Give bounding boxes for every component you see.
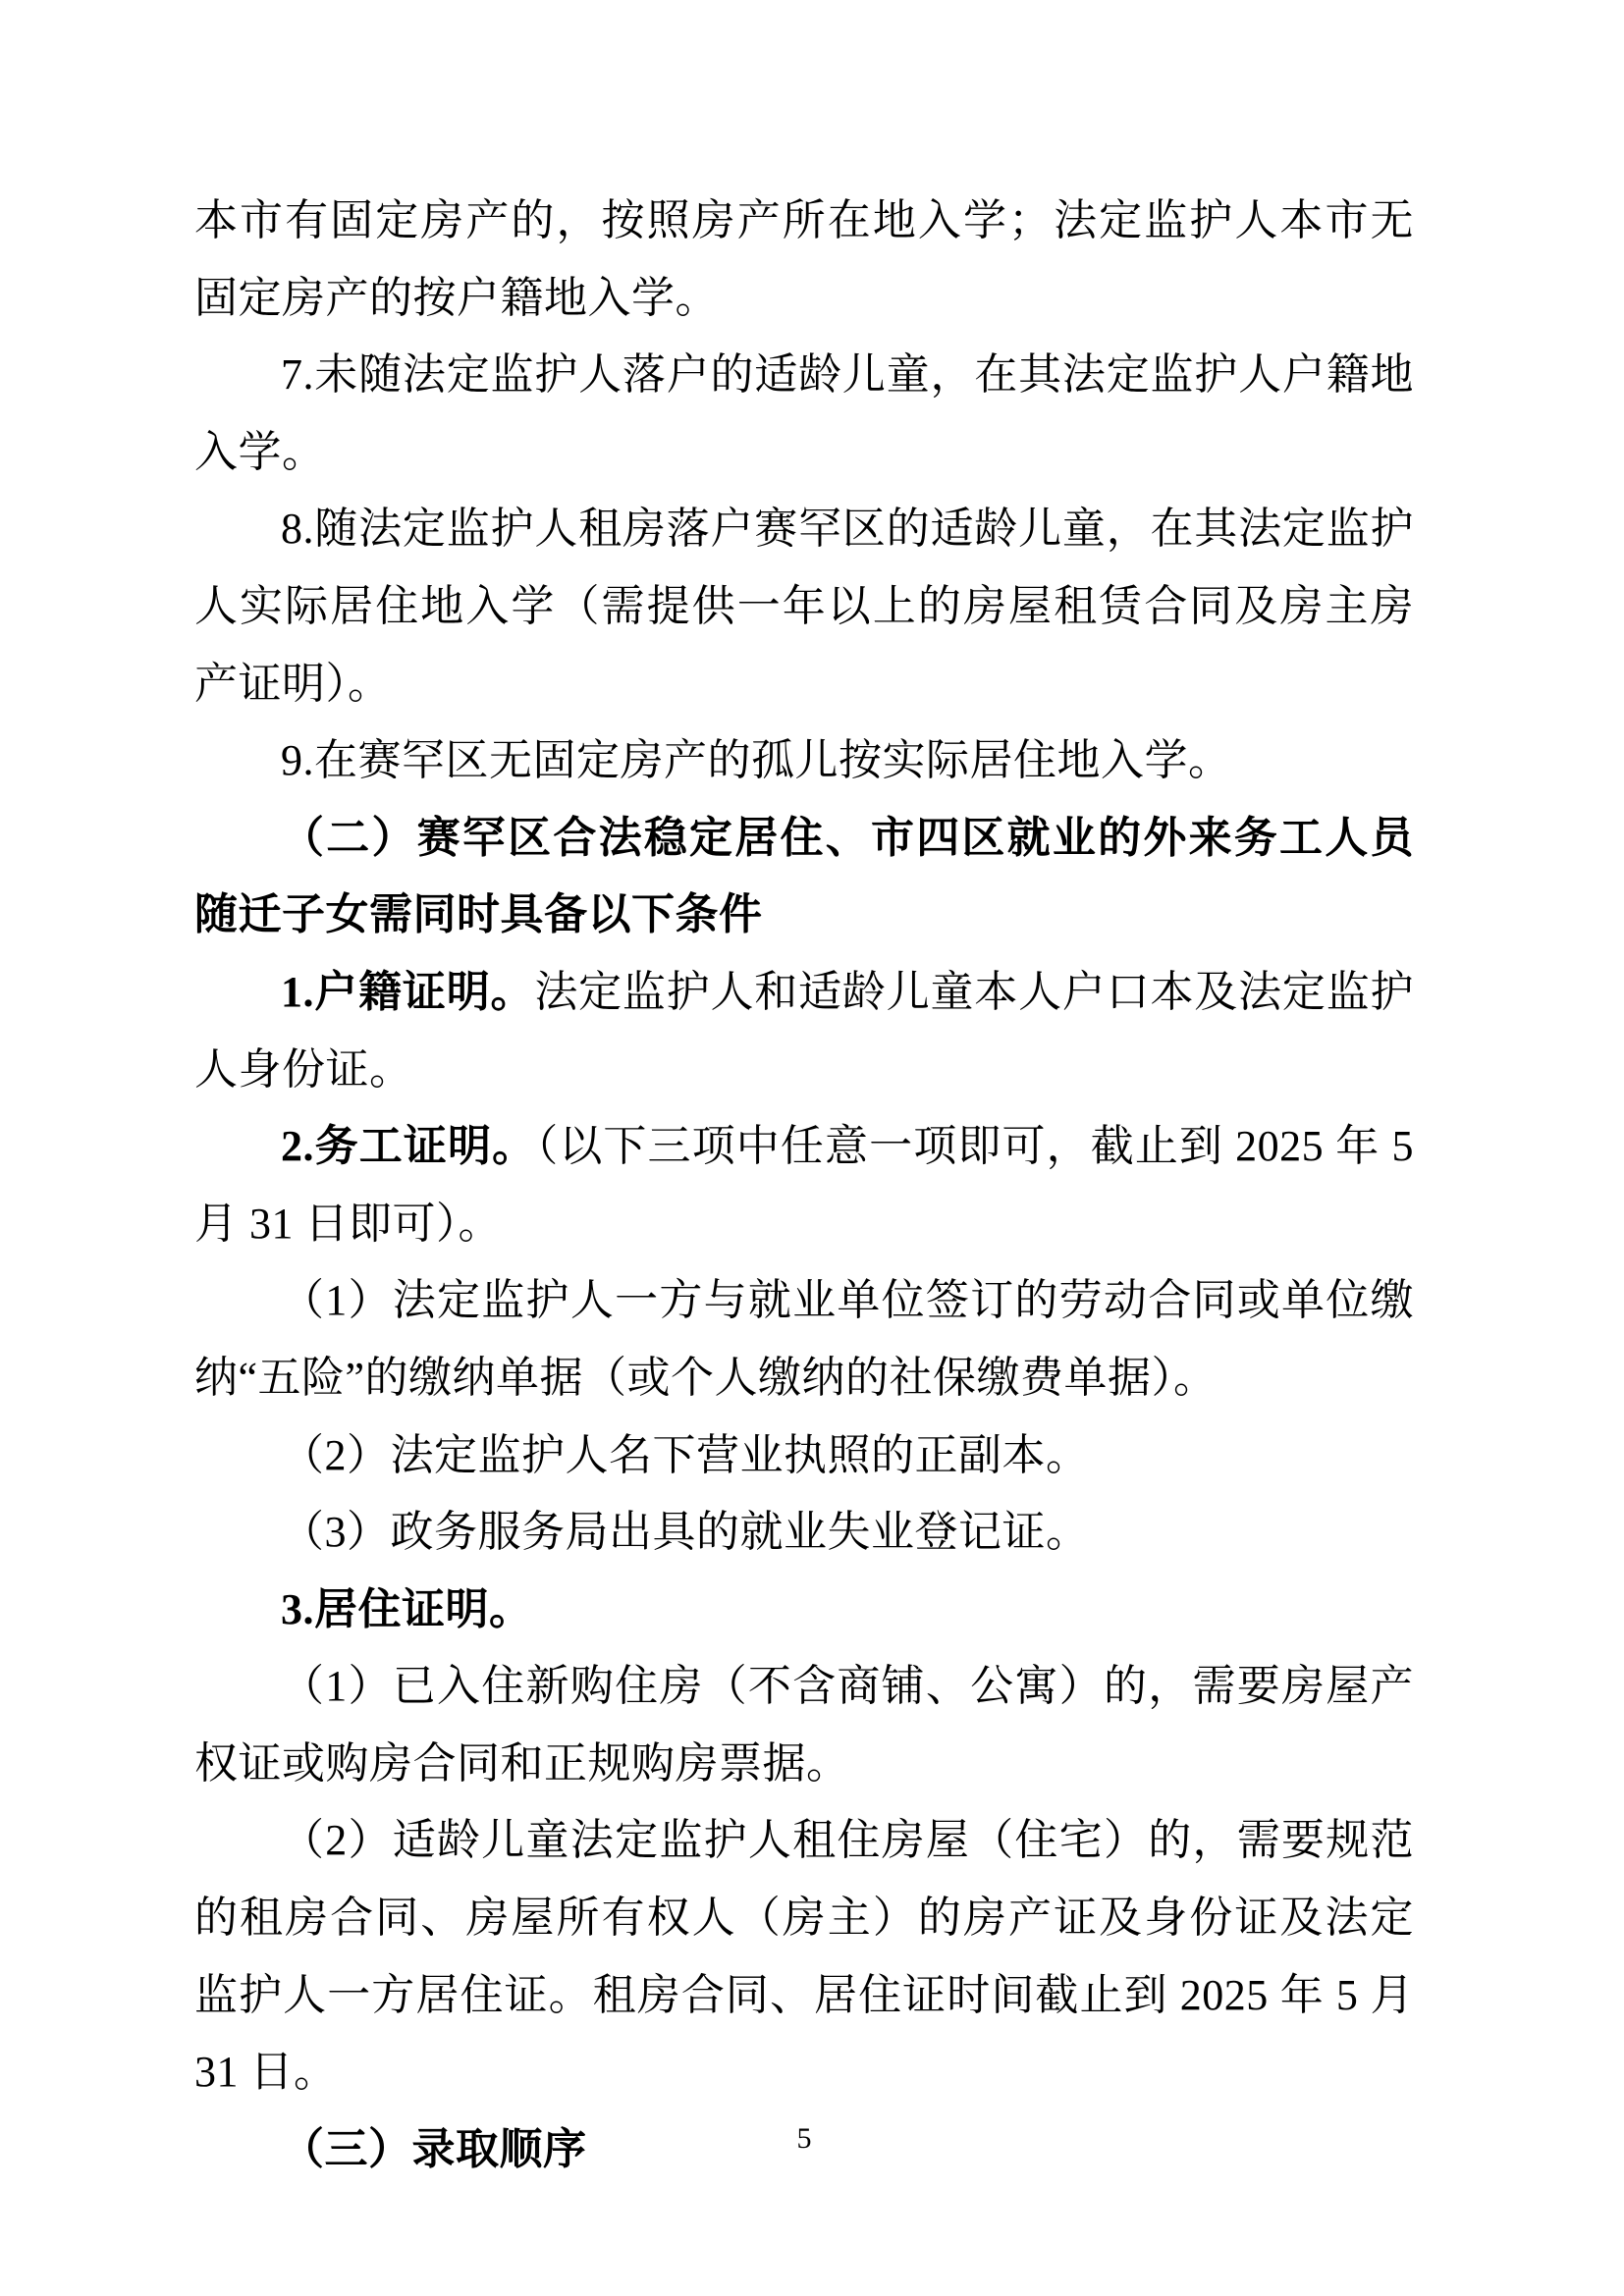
paragraph	[194, 1108, 1414, 1262]
bold-text-run: 2.务工证明。	[281, 1122, 537, 1171]
page-number: 5	[796, 2122, 812, 2155]
text-run: （1）法定监护人一方与就业单位签订的劳动合同或单位缴纳“五险”的缴纳单据（或个人缴纳的社保缴费单据）。	[194, 1276, 1414, 1402]
text-run: 9.在赛罕区无固定房产的孤儿按实际居住地入学。	[281, 736, 1232, 785]
text-run: （2）适龄儿童法定监护人租住房屋（住宅）的，需要规范的租房合同、房屋所有权人（房主）的房产证及身份证及法定监护人一方居住证。租房合同、居住证时间截止到 2025 年 5 月 31 日。	[194, 1816, 1414, 2097]
paragraph	[194, 1802, 1414, 2110]
paragraph	[194, 1494, 1414, 1572]
text-run: （1）已入住新购住房（不含商铺、公寓）的，需要房屋产权证或购房合同和正规购房票据。	[194, 1662, 1414, 1788]
text-run: 本市有固定房产的，按照房产所在地入学；法定监护人本市无固定房产的按户籍地入学。	[194, 196, 1414, 322]
paragraph	[194, 1417, 1414, 1495]
paragraph	[194, 722, 1414, 800]
paragraph	[194, 1572, 1414, 1649]
text-run: 法定监护人和适龄儿童本人户口本及法定监护人身份证。	[194, 967, 1415, 1094]
paragraph	[194, 800, 1414, 954]
bold-text-run: 3.居住证明。	[281, 1584, 533, 1633]
paragraph	[194, 954, 1414, 1108]
text-run: 7.未随法定监护人落户的适龄儿童，在其法定监护人户籍地入学。	[194, 350, 1414, 476]
text-run: 8.随法定监护人租房落户赛罕区的适龄儿童，在其法定监护人实际居住地入学（需提供一年以上的房屋租赁合同及房主房产证明）。	[194, 505, 1414, 708]
text-run: （2）法定监护人名下营业执照的正副本。	[281, 1430, 1090, 1479]
bold-text-run: 1.户籍证明。	[281, 967, 535, 1016]
bold-text-run: （二）赛罕区合法稳定居住、市四区就业的外来务工人员随迁子女需同时具备以下条件	[194, 813, 1414, 939]
bold-text-run: （三）录取顺序	[281, 2124, 587, 2173]
document-body	[194, 183, 1414, 2188]
paragraph	[194, 1648, 1414, 1802]
paragraph	[194, 1262, 1414, 1416]
text-run: （3）政务服务局出具的就业失业登记证。	[281, 1508, 1090, 1557]
paragraph	[194, 183, 1414, 337]
text-run: （以下三项中任意一项即可，截止到 2025 年 5 月 31 日即可）。	[194, 1122, 1415, 1248]
paragraph	[194, 491, 1414, 722]
paragraph	[194, 337, 1414, 491]
